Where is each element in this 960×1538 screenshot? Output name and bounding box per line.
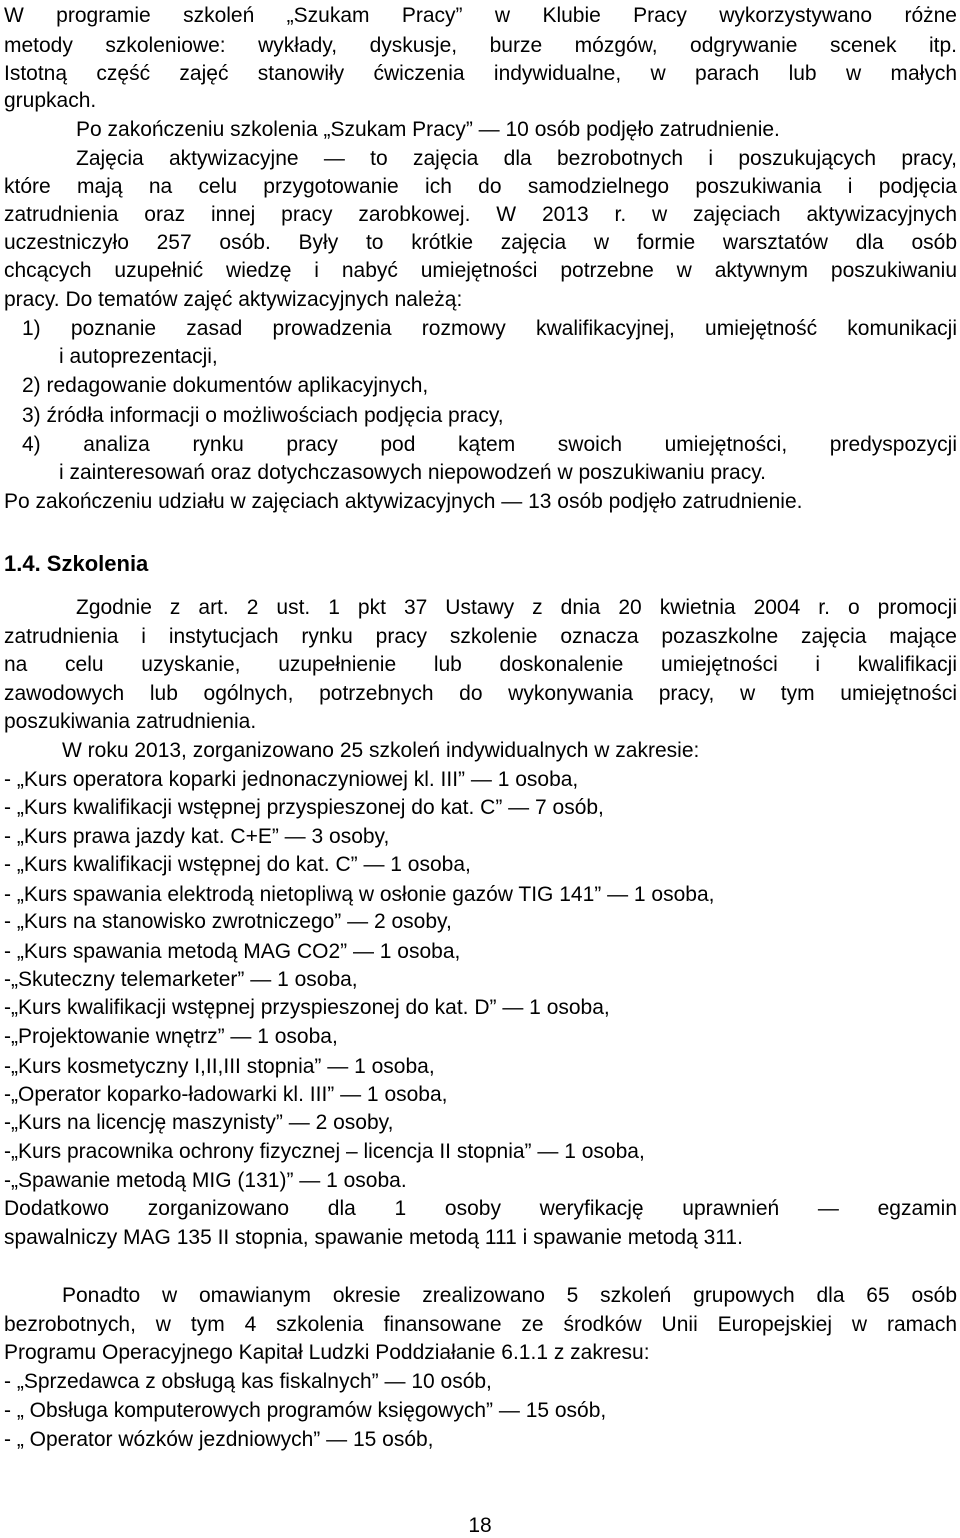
text-line: Istotną część zajęć stanowiły ćwiczenia indywidualne, w parach lub w małych — [4, 62, 957, 85]
text-line: zatrudnienia oraz innej pracy zarobkowej. W 2013 r. w zajęciach aktywizacyjnych — [4, 203, 957, 226]
list-item: -„Operator koparko-ładowarki kl. III” — 1 osoba, — [4, 1083, 448, 1106]
text-line: Dodatkowo zorganizowano dla 1 osoby weryfikację uprawnień — egzamin — [4, 1197, 957, 1220]
text-line: grupkach. — [4, 89, 97, 112]
text-line: spawalniczy MAG 135 II stopnia, spawanie metodą 111 i spawanie metodą 311. — [4, 1226, 743, 1249]
list-item: -„Projektowanie wnętrz” — 1 osoba, — [4, 1025, 338, 1048]
list-item: - „Kurs prawa jazdy kat. C+E” — 3 osoby, — [4, 825, 390, 848]
list-item: 3) źródła informacji o możliwościach podjęcia pracy, — [22, 404, 504, 427]
text-line: bezrobotnych, w tym 4 szkolenia finansowane ze środków Unii Europejskiej w ramach — [4, 1313, 957, 1336]
text-line: Programu Operacyjnego Kapitał Ludzki Poddziałanie 6.1.1 z zakresu: — [4, 1341, 650, 1364]
text-line: chcących uzupełnić wiedzę i nabyć umiejętności potrzebne w aktywnym poszukiwaniu — [4, 259, 957, 282]
list-item: - „Kurs kwalifikacji wstępnej do kat. C” — 1 osoba, — [4, 853, 471, 876]
section-heading: 1.4. Szkolenia — [4, 551, 149, 576]
list-item: 4) analiza rynku pracy pod kątem swoich umiejętności, predyspozycji — [22, 433, 957, 456]
text-line: W programie szkoleń „Szukam Pracy” w Klubie Pracy wykorzystywano różne — [4, 4, 957, 27]
list-item: - „Kurs na stanowisko zwrotniczego” — 2 osoby, — [4, 910, 452, 933]
text-line: pracy. Do tematów zajęć aktywizacyjnych należą: — [4, 288, 463, 311]
list-item: 1) poznanie zasad prowadzenia rozmowy kwalifikacyjnej, umiejętność komunikacji — [22, 317, 957, 340]
list-item: - „Kurs kwalifikacji wstępnej przyspieszonej do kat. C” — 7 osób, — [4, 796, 604, 819]
list-item: 2) redagowanie dokumentów aplikacyjnych, — [22, 374, 429, 397]
text-line: Zajęcia aktywizacyjne — to zajęcia dla bezrobotnych i poszukujących pracy, — [76, 147, 957, 170]
page-number: 18 — [468, 1514, 492, 1537]
text-line: metody szkoleniowe: wykłady, dyskusje, burze mózgów, odgrywanie scenek itp. — [4, 34, 957, 57]
list-item-continuation: i zainteresowań oraz dotychczasowych niepowodzeń w poszukiwaniu pracy. — [59, 461, 766, 484]
list-item: -„Kurs kosmetyczny I,II,III stopnia” — 1 osoba, — [4, 1055, 435, 1078]
list-item: -„Kurs pracownika ochrony fizycznej – licencja II stopnia” — 1 osoba, — [4, 1140, 645, 1163]
list-item-continuation: i autoprezentacji, — [59, 345, 218, 368]
list-item: - „Kurs spawania elektrodą nietopliwą w osłonie gazów TIG 141” — 1 osoba, — [4, 883, 715, 906]
text-line: Ponadto w omawianym okresie zrealizowano 5 szkoleń grupowych dla 65 osób — [62, 1284, 957, 1307]
list-item: - „ Operator wózków jezdniowych” — 15 osób, — [4, 1428, 434, 1451]
list-item: - „Kurs operatora koparki jednonaczyniowej kl. III” — 1 osoba, — [4, 768, 579, 791]
text-line: W roku 2013, zorganizowano 25 szkoleń indywidualnych w zakresie: — [62, 739, 700, 762]
text-line: zatrudnienia i instytucjach rynku pracy szkolenie oznacza pozaszkolne zajęcia mające — [4, 625, 957, 648]
text-line: Po zakończeniu udziału w zajęciach aktywizacyjnych — 13 osób podjęło zatrudnienie. — [4, 490, 803, 513]
text-line: które mają na celu przygotowanie ich do samodzielnego poszukiwania i podjęcia — [4, 175, 957, 198]
text-line: Zgodnie z art. 2 ust. 1 pkt 37 Ustawy z dnia 20 kwietnia 2004 r. o promocji — [76, 596, 957, 619]
list-item: - „Sprzedawca z obsługą kas fiskalnych” — 10 osób, — [4, 1370, 492, 1393]
text-line: na celu uzyskanie, uzupełnienie lub doskonalenie umiejętności i kwalifikacji — [4, 653, 957, 676]
list-item: -„Kurs na licencję maszynisty” — 2 osoby, — [4, 1111, 394, 1134]
list-item: - „ Obsługa komputerowych programów księgowych” — 15 osób, — [4, 1399, 607, 1422]
list-item: -„Spawanie metodą MIG (131)” — 1 osoba. — [4, 1169, 407, 1192]
text-line: zawodowych lub ogólnych, potrzebnych do wykonywania pracy, w tym umiejętności — [4, 682, 957, 705]
text-line: uczestniczyło 257 osób. Były to krótkie zajęcia w formie warsztatów dla osób — [4, 231, 957, 254]
text-line: poszukiwania zatrudnienia. — [4, 710, 257, 733]
list-item: - „Kurs spawania metodą MAG CO2” — 1 osoba, — [4, 940, 461, 963]
text-line: Po zakończeniu szkolenia „Szukam Pracy” — 10 osób podjęło zatrudnienie. — [76, 118, 780, 141]
list-item: -„Kurs kwalifikacji wstępnej przyspieszonej do kat. D” — 1 osoba, — [4, 996, 610, 1019]
list-item: -„Skuteczny telemarketer” — 1 osoba, — [4, 968, 358, 991]
